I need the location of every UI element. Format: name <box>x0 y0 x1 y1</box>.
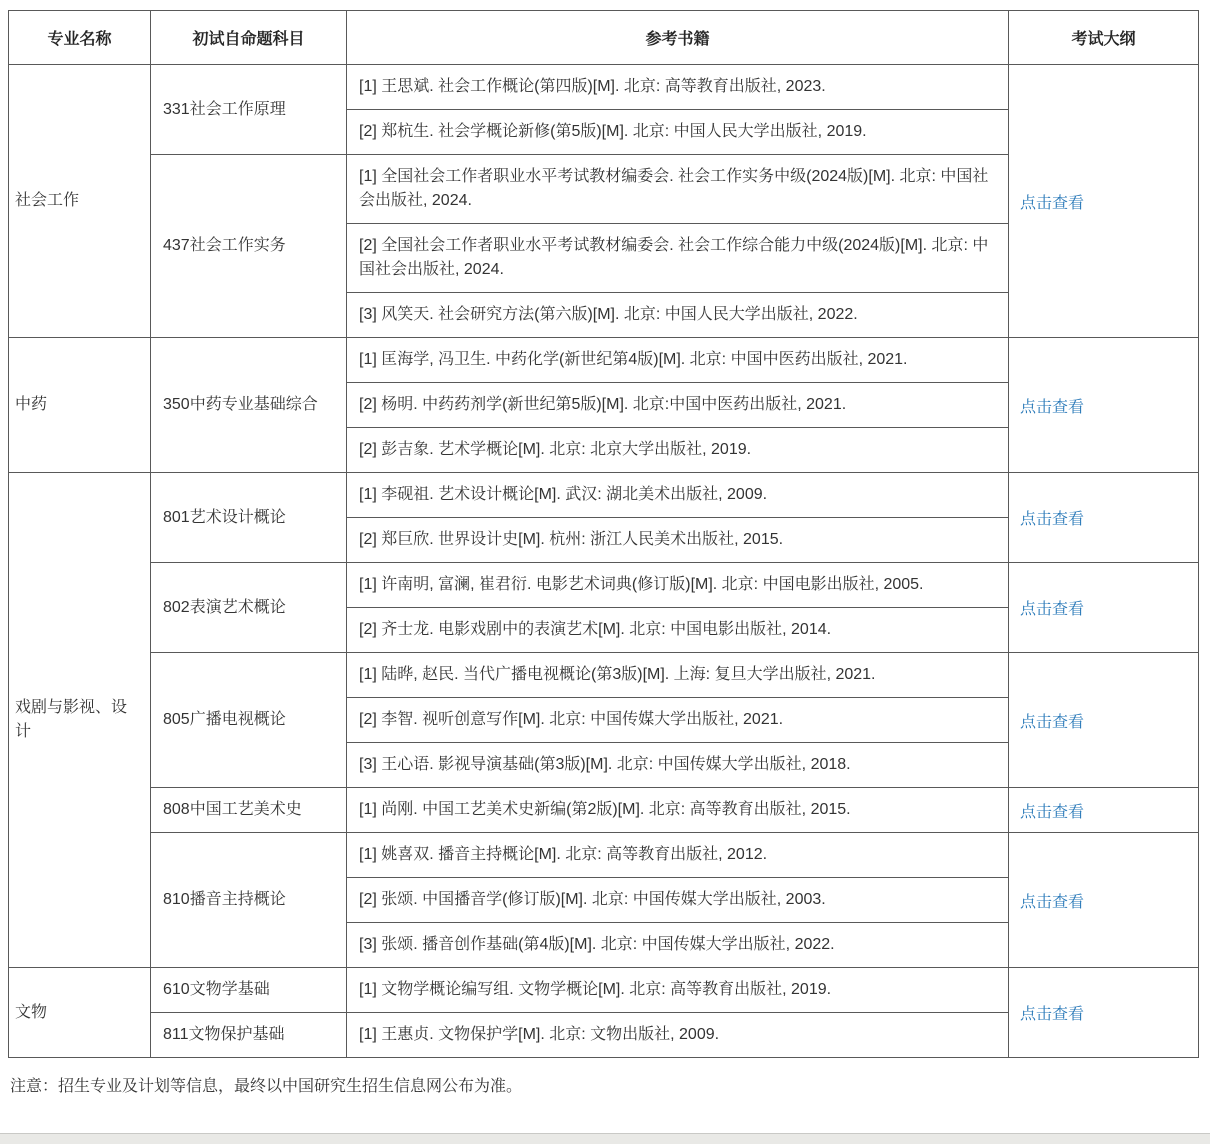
outline-cell <box>1009 968 1199 1058</box>
view-outline-link[interactable]: 点击查看 <box>1020 194 1085 212</box>
view-outline-link[interactable]: 点击查看 <box>1020 713 1085 731</box>
major-cell: 社会工作 <box>9 65 151 338</box>
table-row <box>9 563 1199 608</box>
view-outline-link[interactable]: 点击查看 <box>1020 1006 1085 1023</box>
book-reference: [1] 尚刚. 中国工艺美术史新编(第2版)[M]. 北京: 高等教育出版社, 2015. <box>347 788 1009 833</box>
header-row <box>9 11 1199 65</box>
window-bottom-bar <box>0 1133 1210 1144</box>
book-reference: [1] 匡海学, 冯卫生. 中药化学(新世纪第4版)[M]. 北京: 中国中医药出版社, 2021. <box>347 338 1009 383</box>
subject-cell: 801艺术设计概论 <box>151 473 347 563</box>
table-body <box>9 65 1199 1058</box>
outline-cell <box>1009 65 1199 338</box>
subject-cell: 437社会工作实务 <box>151 155 347 338</box>
book-reference: [2] 齐士龙. 电影戏剧中的表演艺术[M]. 北京: 中国电影出版社, 2014. <box>347 608 1009 653</box>
subject-cell: 331社会工作原理 <box>151 65 347 155</box>
subject-cell: 350中药专业基础综合 <box>151 338 347 473</box>
outline-cell <box>1009 338 1199 473</box>
table-row <box>9 653 1199 698</box>
column-header-major: 专业名称 <box>9 11 151 65</box>
subject-cell: 610文物学基础 <box>151 968 347 1013</box>
major-cell: 文物 <box>9 968 151 1058</box>
view-outline-link[interactable]: 点击查看 <box>1020 893 1085 911</box>
subject-cell: 810播音主持概论 <box>151 833 347 968</box>
outline-cell <box>1009 563 1199 653</box>
outline-cell <box>1009 473 1199 563</box>
column-header-books: 参考书籍 <box>347 11 1009 65</box>
outline-cell <box>1009 653 1199 788</box>
book-reference: [1] 陆晔, 赵民. 当代广播电视概论(第3版)[M]. 上海: 复旦大学出版社, 2021. <box>347 653 1009 698</box>
reference-books-table <box>8 10 1199 1058</box>
book-reference: [1] 许南明, 富澜, 崔君衍. 电影艺术词典(修订版)[M]. 北京: 中国电影出版社, 2005. <box>347 563 1009 608</box>
outline-cell <box>1009 833 1199 968</box>
note-text: 注意：招生专业及计划等信息，最终以中国研究生招生信息网公布为准。 <box>10 1078 523 1095</box>
view-outline-link[interactable]: 点击查看 <box>1020 803 1085 821</box>
book-reference: [1] 李砚祖. 艺术设计概论[M]. 武汉: 湖北美术出版社, 2009. <box>347 473 1009 518</box>
book-reference: [3] 风笑天. 社会研究方法(第六版)[M]. 北京: 中国人民大学出版社, 2022. <box>347 293 1009 338</box>
book-reference: [1] 姚喜双. 播音主持概论[M]. 北京: 高等教育出版社, 2012. <box>347 833 1009 878</box>
book-reference: [3] 王心语. 影视导演基础(第3版)[M]. 北京: 中国传媒大学出版社, 2018. <box>347 743 1009 788</box>
subject-cell: 805广播电视概论 <box>151 653 347 788</box>
book-reference: [2] 李智. 视听创意写作[M]. 北京: 中国传媒大学出版社, 2021. <box>347 698 1009 743</box>
view-outline-link[interactable]: 点击查看 <box>1020 398 1085 416</box>
book-reference: [2] 郑巨欣. 世界设计史[M]. 杭州: 浙江人民美术出版社, 2015. <box>347 518 1009 563</box>
subject-cell: 802表演艺术概论 <box>151 563 347 653</box>
book-reference: [1] 王思斌. 社会工作概论(第四版)[M]. 北京: 高等教育出版社, 2023. <box>347 65 1009 110</box>
book-reference: [1] 全国社会工作者职业水平考试教材编委会. 社会工作实务中级(2024版)[M]. 北京: 中国社会出版社, 2024. <box>347 155 1009 224</box>
book-reference: [2] 郑杭生. 社会学概论新修(第5版)[M]. 北京: 中国人民大学出版社, 2019. <box>347 110 1009 155</box>
book-reference: [2] 全国社会工作者职业水平考试教材编委会. 社会工作综合能力中级(2024版)[M]. 北京: 中国社会出版社, 2024. <box>347 224 1009 293</box>
subject-cell: 808中国工艺美术史 <box>151 788 347 833</box>
subject-cell: 811文物保护基础 <box>151 1013 347 1058</box>
book-reference: [2] 彭吉象. 艺术学概论[M]. 北京: 北京大学出版社, 2019. <box>347 428 1009 473</box>
table-row <box>9 788 1199 833</box>
outline-cell <box>1009 788 1199 833</box>
table-row <box>9 833 1199 878</box>
major-cell: 中药 <box>9 338 151 473</box>
column-header-subject: 初试自命题科目 <box>151 11 347 65</box>
table-row <box>9 338 1199 383</box>
view-outline-link[interactable]: 点击查看 <box>1020 601 1085 618</box>
column-header-outline: 考试大纲 <box>1009 11 1199 65</box>
table-row <box>9 968 1199 1013</box>
major-cell: 戏剧与影视、设计 <box>9 473 151 968</box>
table-row <box>9 473 1199 518</box>
table-row <box>9 65 1199 110</box>
book-reference: [2] 杨明. 中药药剂学(新世纪第5版)[M]. 北京:中国中医药出版社, 2021. <box>347 383 1009 428</box>
book-reference: [2] 张颂. 中国播音学(修订版)[M]. 北京: 中国传媒大学出版社, 2003. <box>347 878 1009 923</box>
book-reference: [3] 张颂. 播音创作基础(第4版)[M]. 北京: 中国传媒大学出版社, 2022. <box>347 923 1009 968</box>
view-outline-link[interactable]: 点击查看 <box>1020 511 1085 528</box>
book-reference: [1] 文物学概论编写组. 文物学概论[M]. 北京: 高等教育出版社, 2019. <box>347 968 1009 1013</box>
book-reference: [1] 王惠贞. 文物保护学[M]. 北京: 文物出版社, 2009. <box>347 1013 1009 1058</box>
